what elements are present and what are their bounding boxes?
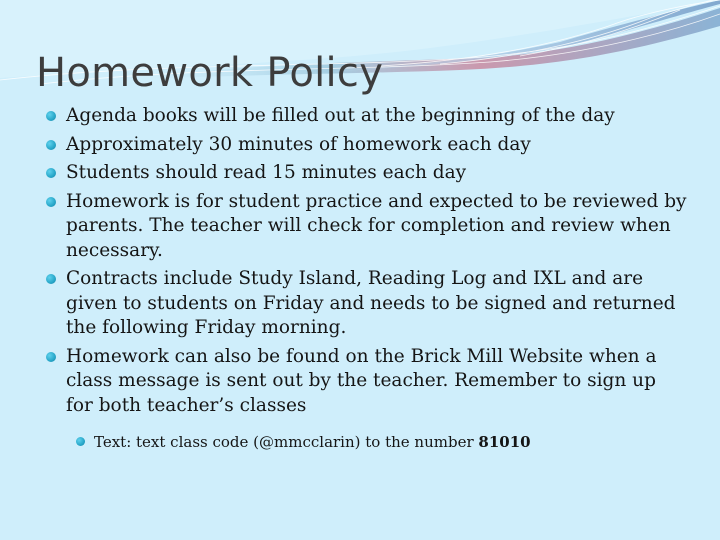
bullet-item: [42, 133, 688, 158]
bullet-dot-icon: [46, 111, 56, 121]
bullet-list: [42, 104, 688, 456]
bullet-item: [42, 267, 688, 341]
sub-bullet-number: 81010: [478, 433, 531, 451]
bullet-text: Approximately 30 minutes of homework each day: [66, 133, 531, 155]
bullet-dot-icon: [46, 197, 56, 207]
bullet-item: [42, 190, 688, 264]
slide-title: Homework Policy: [36, 50, 384, 96]
bullet-text: Students should read 15 minutes each day: [66, 162, 467, 183]
bullet-text: Homework can also be found on the Brick Mill Website when a class message is sent out by the teacher. Remember to sign up for both teacher’s classes: [66, 345, 657, 416]
bullet-dot-icon: [46, 352, 56, 362]
bullet-item: [42, 345, 688, 453]
bullet-text: Contracts include Study Island, Reading Log and IXL and are given to students on Friday and needs to be signed and returned the following Friday morning.: [66, 268, 676, 338]
bullet-dot-icon: [46, 274, 56, 284]
bullet-dot-icon: [76, 437, 85, 446]
bullet-text: Homework is for student practice and expected to be reviewed by parents. The teacher will check for completion and review when necessary.: [66, 190, 687, 261]
bullet-dot-icon: [46, 168, 56, 178]
bullet-text: Agenda books will be filled out at the beginning of the day: [66, 105, 615, 126]
bullet-dot-icon: [46, 140, 56, 150]
sub-bullet-text: Text: text class code (@mmcclarin) to the number: [94, 433, 479, 451]
sub-bullet-item: [70, 432, 688, 452]
sub-bullet-list: [66, 432, 688, 452]
bullet-item: [42, 161, 688, 186]
bullet-item: [42, 104, 688, 129]
